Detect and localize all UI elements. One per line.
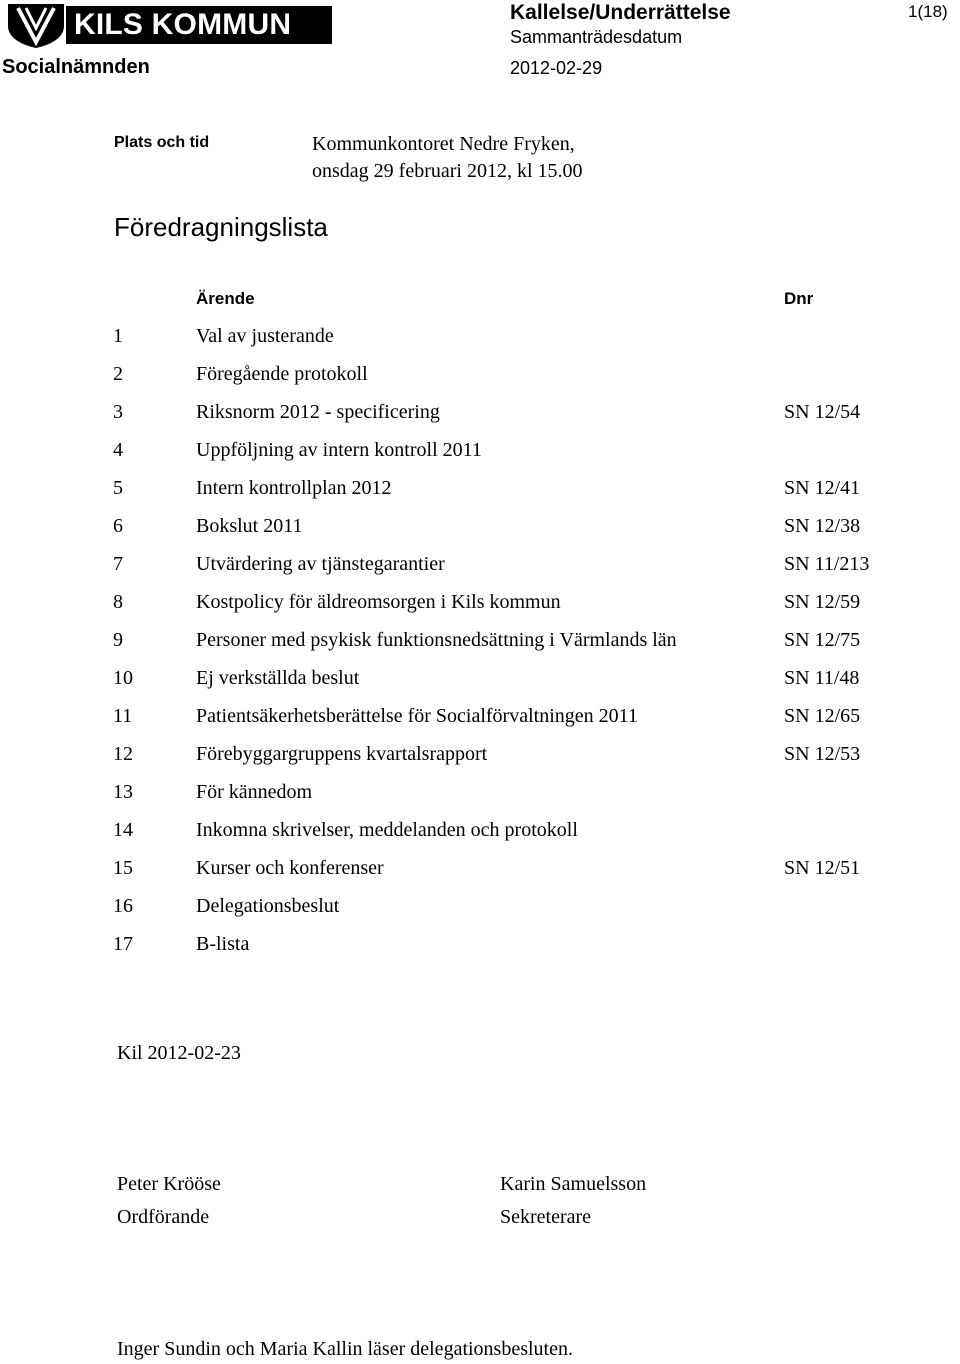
item-number: 4	[113, 439, 123, 461]
item-subject: För kännedom	[196, 781, 313, 803]
place-and-time-label: Plats och tid	[114, 134, 210, 151]
item-number: 9	[113, 629, 123, 651]
item-subject: Uppföljning av intern kontroll 2011	[196, 439, 482, 461]
meeting-date-value: 2012-02-29	[510, 58, 603, 78]
footnote: Inger Sundin och Maria Kallin läser delegationsbesluten.	[117, 1338, 573, 1360]
item-subject: Delegationsbeslut	[196, 895, 340, 917]
place-line: Kommunkontoret Nedre Fryken,	[312, 133, 575, 155]
agenda-row	[0, 933, 960, 963]
item-number: 8	[113, 591, 123, 613]
item-subject: B-lista	[196, 933, 250, 955]
item-subject: Kurser och konferenser	[196, 857, 384, 879]
agenda-row	[0, 401, 960, 431]
item-dnr: SN 12/53	[784, 743, 861, 765]
item-dnr: SN 12/54	[784, 401, 861, 423]
agenda-row	[0, 591, 960, 621]
item-subject: Inkomna skrivelser, meddelanden och protokoll	[196, 819, 578, 841]
item-subject: Personer med psykisk funktionsnedsättning i Värmlands län	[196, 629, 677, 651]
item-dnr: SN 11/213	[784, 553, 870, 575]
item-subject: Förebyggargruppens kvartalsrapport	[196, 743, 488, 765]
item-dnr: SN 12/75	[784, 629, 861, 651]
item-dnr: SN 12/51	[784, 857, 861, 879]
agenda-row	[0, 553, 960, 583]
agenda-row	[0, 857, 960, 887]
time-line: onsdag 29 februari 2012, kl 15.00	[312, 160, 583, 182]
agenda-row	[0, 325, 960, 355]
agenda-row	[0, 705, 960, 735]
agenda-row	[0, 743, 960, 773]
agenda-row	[0, 477, 960, 507]
agenda-row	[0, 629, 960, 659]
chair-name: Peter Krööse	[117, 1173, 221, 1195]
agenda-row	[0, 667, 960, 697]
item-number: 12	[113, 743, 133, 765]
shield-icon	[4, 2, 70, 48]
item-dnr: SN 12/59	[784, 591, 861, 613]
secretary-role: Sekreterare	[500, 1206, 592, 1228]
agenda-row	[0, 895, 960, 925]
item-subject: Riksnorm 2012 - specificering	[196, 401, 440, 423]
item-subject: Föregående protokoll	[196, 363, 368, 385]
item-number: 3	[113, 401, 123, 423]
logo-text: KILS KOMMUN	[74, 8, 292, 41]
agenda-row	[0, 363, 960, 393]
item-subject: Kostpolicy för äldreomsorgen i Kils kommun	[196, 591, 561, 613]
item-dnr: SN 12/41	[784, 477, 861, 499]
item-number: 6	[113, 515, 123, 537]
item-number: 10	[113, 667, 133, 689]
item-number: 2	[113, 363, 123, 385]
item-number: 5	[113, 477, 123, 499]
page-number: 1(18)	[908, 2, 948, 21]
agenda-row	[0, 439, 960, 469]
document-type: Kallelse/Underrättelse	[510, 1, 731, 24]
item-number: 16	[113, 895, 133, 917]
meeting-date-label: Sammanträdesdatum	[510, 27, 683, 47]
department-name: Socialnämnden	[2, 56, 150, 78]
item-number: 14	[113, 819, 133, 841]
agenda-row	[0, 515, 960, 545]
item-number: 17	[113, 933, 133, 955]
item-number: 7	[113, 553, 123, 575]
item-subject: Patientsäkerhetsberättelse för Socialförvaltningen 2011	[196, 705, 638, 727]
item-subject: Utvärdering av tjänstegarantier	[196, 553, 445, 575]
agenda-title: Föredragningslista	[114, 212, 328, 242]
item-dnr: SN 11/48	[784, 667, 860, 689]
item-subject: Bokslut 2011	[196, 515, 303, 537]
column-header-subject: Ärende	[196, 289, 255, 308]
agenda-row	[0, 819, 960, 849]
item-number: 13	[113, 781, 133, 803]
item-subject: Intern kontrollplan 2012	[196, 477, 392, 499]
place-and-date: Kil 2012-02-23	[117, 1042, 241, 1064]
column-header-dnr: Dnr	[784, 289, 814, 308]
kils-kommun-logo	[4, 2, 332, 48]
item-subject: Ej verkställda beslut	[196, 667, 360, 689]
chair-role: Ordförande	[117, 1206, 210, 1228]
item-dnr: SN 12/65	[784, 705, 861, 727]
item-number: 15	[113, 857, 133, 879]
secretary-name: Karin Samuelsson	[500, 1173, 647, 1195]
item-dnr: SN 12/38	[784, 515, 861, 537]
item-number: 11	[113, 705, 133, 727]
agenda-row	[0, 781, 960, 811]
item-number: 1	[113, 325, 123, 347]
item-subject: Val av justerande	[196, 325, 334, 347]
